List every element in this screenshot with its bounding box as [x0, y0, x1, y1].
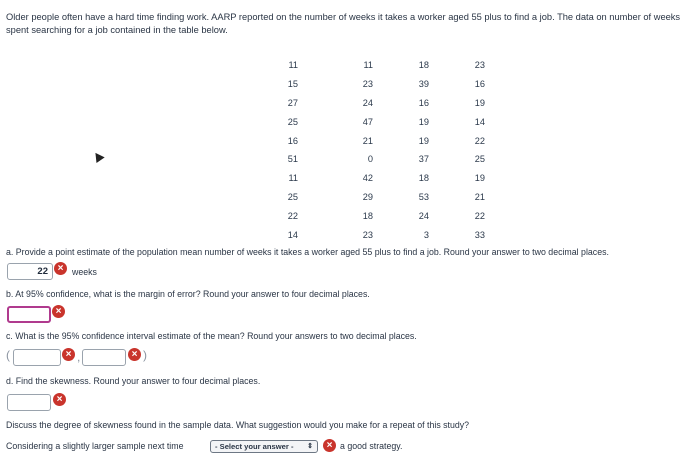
table-row [262, 206, 485, 225]
table-cell: 18 [418, 173, 429, 184]
table-cell: 14 [474, 116, 485, 127]
table-cell: 47 [362, 116, 373, 127]
table-row [262, 131, 485, 150]
table-row [262, 56, 485, 75]
table-cell: 11 [288, 173, 298, 184]
table-cell: 16 [474, 79, 485, 90]
table-row [262, 94, 485, 113]
table-cell: 21 [362, 135, 373, 146]
select-label: - Select your answer - [215, 442, 294, 451]
close-paren: ) [143, 348, 147, 362]
table-cell: 19 [474, 97, 485, 108]
table-cell: 25 [287, 191, 298, 202]
error-x-icon: × [323, 439, 336, 452]
table-cell: 39 [418, 79, 429, 90]
mouse-cursor-icon [91, 150, 104, 163]
table-cell: 42 [362, 173, 373, 184]
table-cell: 19 [418, 116, 429, 127]
table-cell: 23 [362, 79, 373, 90]
table-cell: 3 [423, 229, 429, 240]
error-x-icon: × [52, 305, 65, 318]
table-cell: 33 [474, 229, 485, 240]
select-arrows-icon: ⇕ [307, 443, 313, 450]
discuss-question: Discuss the degree of skewness found in the sample data. What suggestion would you make for a repeat of this study? [6, 420, 470, 430]
answer-b-input[interactable] [7, 306, 51, 323]
considering-text: Considering a slightly larger sample next time [6, 441, 184, 451]
question-b: b. At 95% confidence, what is the margin of error? Round your answer to four decimal places. [6, 289, 370, 299]
table-cell: 22 [287, 210, 298, 221]
table-row [262, 188, 485, 207]
table-cell: 23 [362, 229, 373, 240]
table-cell: 16 [287, 135, 298, 146]
answer-a-unit: weeks [72, 267, 97, 277]
question-a: a. Provide a point estimate of the population mean number of weeks it takes a worker aged 55 plus to find a job. Round your answer to two decimal places. [6, 247, 609, 257]
error-x-icon: × [128, 348, 141, 361]
table-cell: 51 [287, 154, 298, 165]
table-cell: 25 [287, 116, 298, 127]
table-cell: 0 [367, 154, 373, 165]
table-cell: 23 [474, 60, 485, 71]
table-cell: 22 [474, 210, 485, 221]
table-cell: 24 [418, 210, 429, 221]
problem-intro: Older people often have a hard time finding work. AARP reported on the number of weeks it takes a worker aged 55 plus to find a job. The data on number of weeks spent searching for a job contained in the table below. [6, 12, 681, 35]
table-cell: 53 [418, 191, 429, 202]
table-cell: 19 [418, 135, 429, 146]
error-x-icon: × [53, 393, 66, 406]
table-row [262, 112, 485, 131]
table-row [262, 75, 485, 94]
table-cell: 37 [418, 154, 429, 165]
data-table [262, 56, 485, 244]
table-cell: 11 [363, 60, 373, 71]
table-cell: 19 [474, 173, 485, 184]
table-cell: 29 [362, 191, 373, 202]
table-cell: 22 [474, 135, 485, 146]
question-c: c. What is the 95% confidence interval estimate of the mean? Round your answers to two decimal places. [6, 331, 417, 341]
error-x-icon: × [62, 348, 75, 361]
table-cell: 25 [474, 154, 485, 165]
answer-c-lower-input[interactable] [13, 349, 61, 366]
answer-a-input[interactable]: 22 [7, 263, 53, 280]
question-d: d. Find the skewness. Round your answer to four decimal places. [6, 376, 261, 386]
table-cell: 14 [287, 229, 298, 240]
error-x-icon: × [54, 262, 67, 275]
open-paren: ( [6, 348, 10, 362]
answer-select-dropdown[interactable] [210, 440, 318, 453]
table-cell: 24 [362, 97, 373, 108]
comma: , [77, 350, 81, 364]
table-row [262, 169, 485, 188]
answer-c-upper-input[interactable] [82, 349, 126, 366]
table-cell: 21 [474, 191, 485, 202]
table-row [262, 150, 485, 169]
table-cell: 16 [418, 97, 429, 108]
table-cell: 27 [287, 97, 298, 108]
table-row [262, 225, 485, 244]
table-cell: 11 [288, 60, 298, 71]
answer-d-input[interactable] [7, 394, 51, 411]
table-cell: 18 [418, 60, 429, 71]
table-cell: 15 [287, 79, 298, 90]
good-strategy-text: a good strategy. [340, 441, 403, 451]
table-cell: 18 [362, 210, 373, 221]
